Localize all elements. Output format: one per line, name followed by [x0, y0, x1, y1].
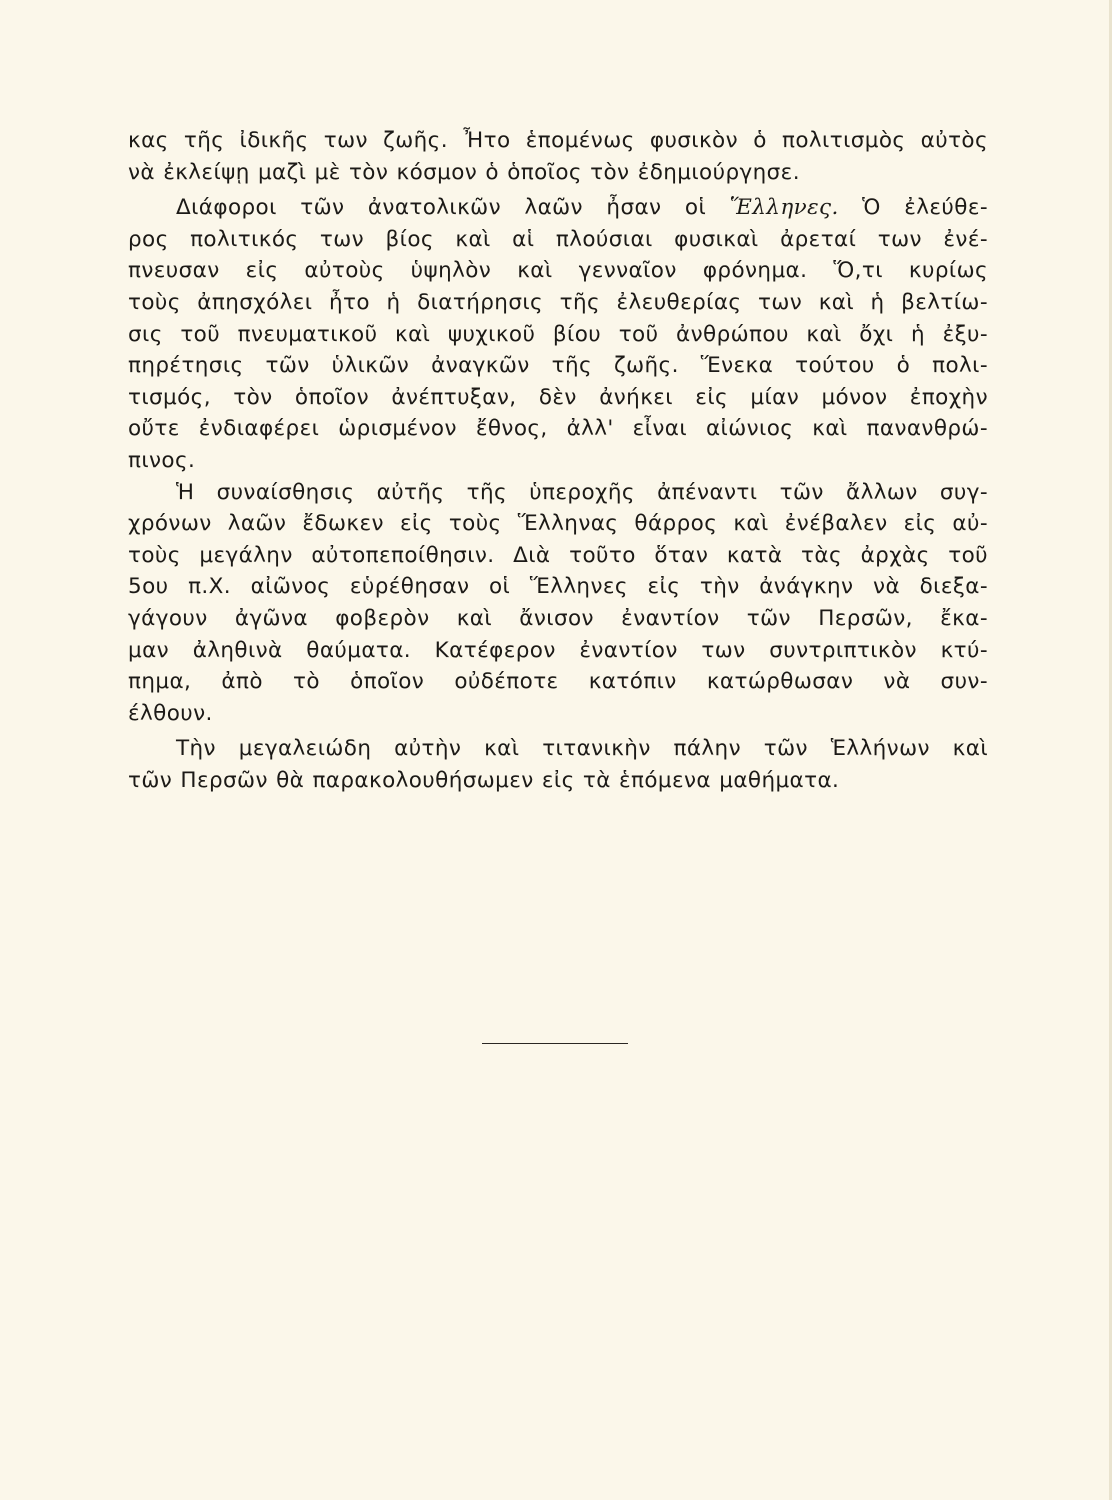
- text-line-14: τοὺς μεγάλην αὐτοπεποίθησιν. Διὰ τοῦτο ὅταν κατὰ τὰς ἀρχὰς τοῦ: [128, 542, 988, 568]
- text-line-8: πηρέτησις τῶν ὑλικῶν ἀναγκῶν τῆς ζωῆς. Ἕνεκα τούτου ὁ πολι-: [128, 353, 988, 379]
- page-text: [128, 125, 988, 796]
- text-line-15: 5ου π.Χ. αἰῶνος εὑρέθησαν οἱ Ἕλληνες εἰς τὴν ἀνάγκην νὰ διεξα-: [128, 574, 988, 600]
- text-line-1: κας τῆς ἰδικῆς των ζωῆς. Ἦτο ἑπομένως φυσικὸν ὁ πολιτισμὸς αὐτὸς: [128, 128, 988, 153]
- text-line-20: Τὴν μεγαλειώδη αὐτὴν καὶ τιτανικὴν πάλην τῶν Ἑλλήνων καὶ: [176, 736, 988, 762]
- text-line-18: πημα, ἀπὸ τὸ ὁποῖον οὐδέποτε κατόπιν κατώρθωσαν νὰ συν-: [128, 669, 988, 695]
- text-line-2: νὰ ἐκλείψῃ μαζὶ μὲ τὸν κόσμον ὁ ὁποῖος τὸν ἐδημιούργησε.: [128, 159, 800, 185]
- text-line-3-end: Ὁ ἐλεύθε-: [838, 195, 989, 221]
- text-line-9: τισμός, τὸν ὁποῖον ἀνέπτυξαν, δὲν ἀνήκει εἰς μίαν μόνον ἐποχὴν: [128, 384, 988, 410]
- text-line-7: σις τοῦ πνευματικοῦ καὶ ψυχικοῦ βίου τοῦ ἀνθρώπου καὶ ὄχι ἡ ἐξυ-: [128, 321, 988, 347]
- text-line-12: Ἡ συναίσθησις αὐτῆς τῆς ὑπεροχῆς ἀπέναντι τῶν ἄλλων συγ-: [176, 479, 988, 505]
- text-line-5: πνευσαν εἰς αὐτοὺς ὑψηλὸν καὶ γενναῖον φρόνημα. Ὅ,τι κυρίως: [128, 258, 988, 284]
- italic-word-hellenes: Ἕλληνες.: [729, 195, 839, 221]
- text-line-10: οὔτε ἐνδιαφέρει ὡρισμένον ἔθνος, ἀλλ' εἶναι αἰώνιος καὶ πανανθρώ-: [128, 416, 988, 442]
- text-line-16: γάγουν ἀγῶνα φοβερὸν καὶ ἄνισον ἐναντίον τῶν Περσῶν, ἔκα-: [128, 605, 988, 631]
- text-line-3-start: Διάφοροι τῶν ἀνατολικῶν λαῶν ἦσαν οἱ: [176, 195, 730, 221]
- text-line-11: πινος.: [128, 447, 196, 473]
- text-line-17: μαν ἀληθινὰ θαύματα. Κατέφερον ἐναντίον των συντριπτικὸν κτύ-: [128, 637, 988, 663]
- text-line-19: έλθουν.: [128, 700, 213, 726]
- section-end-rule: [482, 1043, 628, 1044]
- text-line-6: τοὺς ἀπησχόλει ἦτο ἡ διατήρησις τῆς ἐλευθερίας των καὶ ἡ βελτίω-: [128, 289, 988, 315]
- text-line-13: χρόνων λαῶν ἔδωκεν εἰς τοὺς Ἕλληνας θάρρος καὶ ἐνέβαλεν εἰς αὐ-: [128, 511, 988, 537]
- text-line-21: τῶν Περσῶν θὰ παρακολουθήσωμεν εἰς τὰ ἑπόμενα μαθήματα.: [128, 767, 840, 793]
- text-line-3: [128, 192, 988, 224]
- text-line-4: ρος πολιτικός των βίος καὶ αἱ πλούσιαι φυσικαὶ ἀρεταί των ἐνέ-: [128, 226, 988, 252]
